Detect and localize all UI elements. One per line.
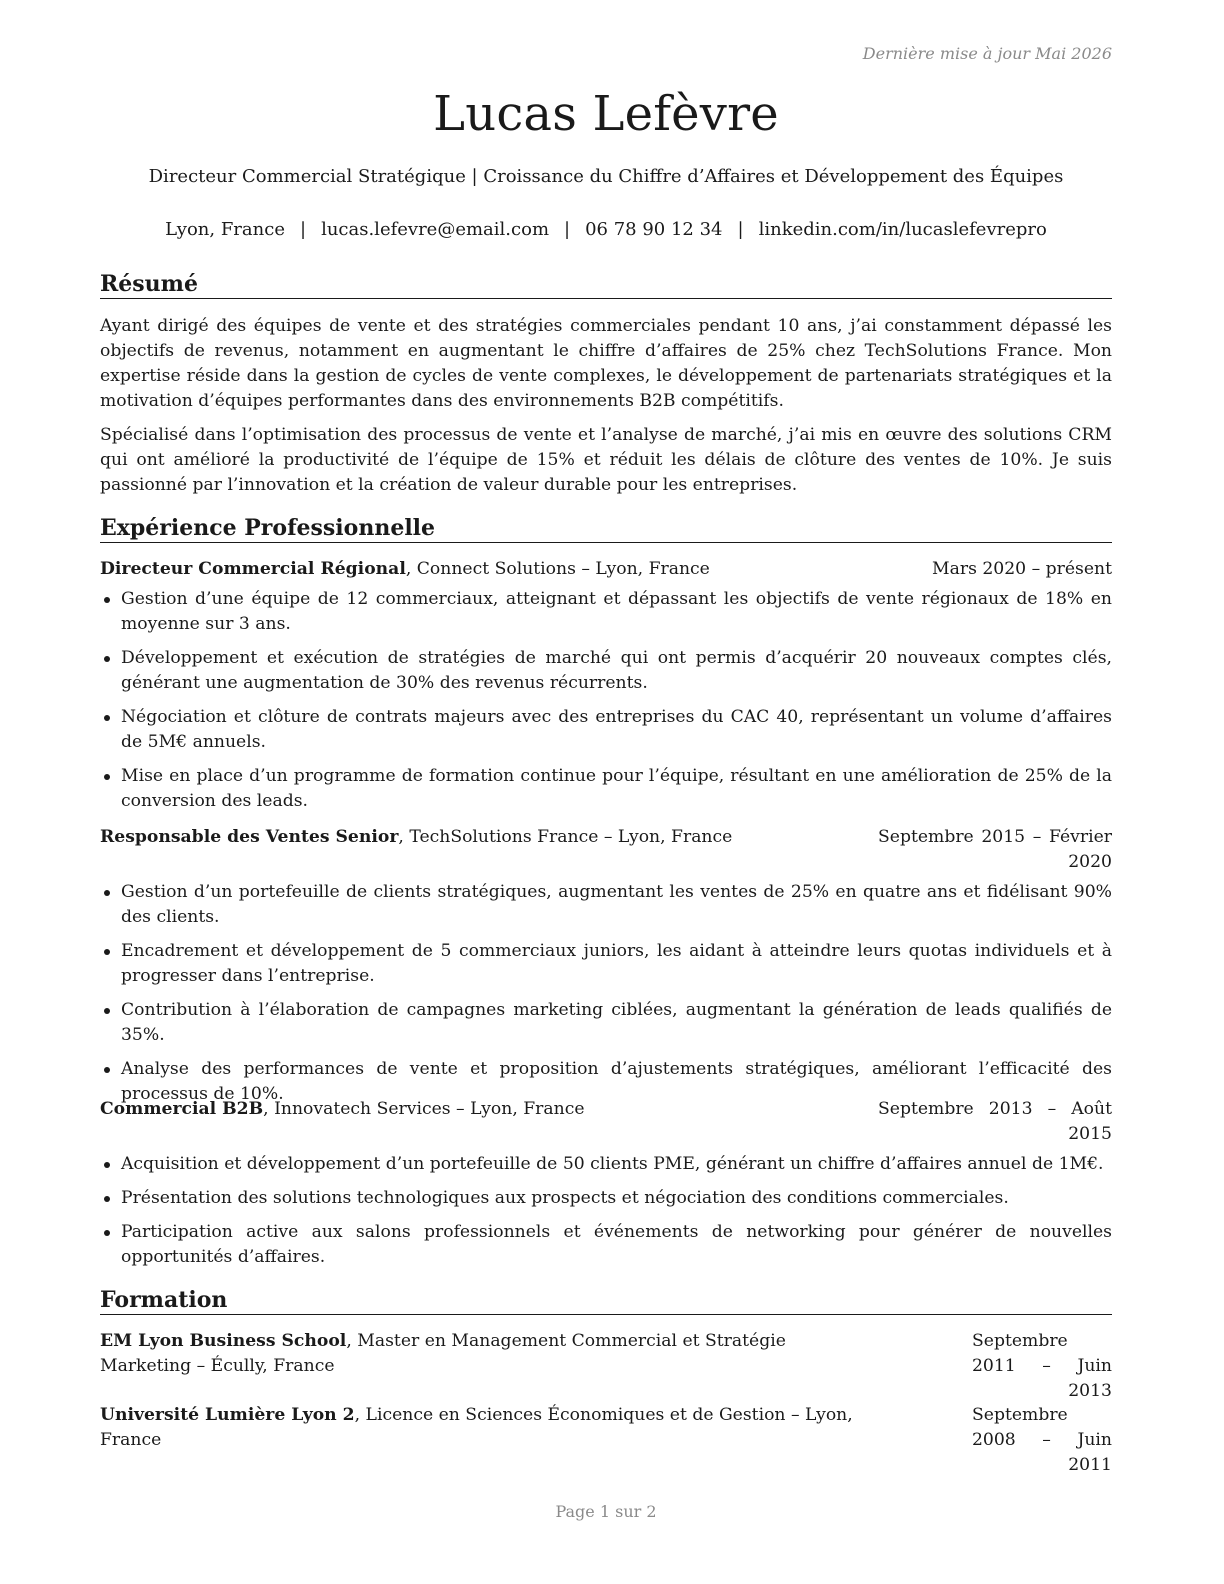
list-item: Contribution à l’élaboration de campagnes marketing ciblées, augmentant la génération de leads qualifiés de 35%. xyxy=(100,998,1112,1048)
list-item: Gestion d’un portefeuille de clients stratégiques, augmentant les ventes de 25% en quatre ans et fidélisant 90% des clients. xyxy=(100,880,1112,930)
list-item: Développement et exécution de stratégies de marché qui ont permis d’acquérir 20 nouveaux comptes clés, générant une augmentation de 30% des revenus récurrents. xyxy=(100,646,1112,696)
list-item: Mise en place d’un programme de formation continue pour l’équipe, résultant en une amélioration de 25% de la conversion des leads. xyxy=(100,764,1112,814)
contact-phone: 06 78 90 12 34 xyxy=(585,219,723,240)
resume-page xyxy=(100,0,1112,1584)
contact-separator: | xyxy=(564,219,571,240)
job-role: Directeur Commercial Régional xyxy=(100,559,406,579)
summary-paragraph-2: Spécialisé dans l’optimisation des processus de vente et l’analyse de marché, j’ai mis en œuvre des solutions CRM qui ont amélioré la productivité de l’équipe de 15% et réduit les délais de clôture des ventes de 10%. Je suis passionné par l’innovation et la création de valeur durable pour les entreprises. xyxy=(100,425,1112,495)
summary-paragraph-1: Ayant dirigé des équipes de vente et des stratégies commerciales pendant 10 ans, j’ai constamment dépassé les objectifs de revenus, notamment en augmentant le chiffre d’affaires de 25% chez TechSolutions France. Mon expertise réside dans la gestion de cycles de vente complexes, le développement de partenariats stratégiques et la motivation d’équipes performantes dans des environnements B2B compétitifs. xyxy=(100,316,1112,411)
education-line xyxy=(100,1329,878,1379)
job-dates: Septembre 2013 – Août 2015 xyxy=(878,1099,1112,1144)
list-item: Participation active aux salons professionnels et événements de networking pour générer de nouvelles opportunités d’affaires. xyxy=(100,1220,1112,1270)
education-details: , Master en Management Commercial et Stratégie Marketing – Écully, France xyxy=(100,1331,786,1376)
job-dates: Mars 2020 – présent xyxy=(932,559,1112,579)
tagline: Directeur Commercial Stratégique | Croissance du Chiffre d’Affaires et Développement des Équipes xyxy=(148,166,1064,187)
candidate-name: Lucas Lefèvre xyxy=(433,86,779,142)
education-details: , Licence en Sciences Économiques et de Gestion – Lyon, France xyxy=(100,1405,853,1450)
job-bullets xyxy=(100,880,1112,1116)
contact-line xyxy=(100,219,1112,240)
section-title-summary: Résumé xyxy=(100,270,1112,299)
job-role: Responsable des Ventes Senior xyxy=(100,827,399,847)
list-item: Analyse des performances de vente et proposition d’ajustements stratégiques, améliorant l’efficacité des processus de 10%. xyxy=(100,1057,1112,1107)
education-school: EM Lyon Business School xyxy=(100,1331,347,1351)
job-org: , Connect Solutions – Lyon, France xyxy=(405,559,710,579)
section-title-experience: Expérience Professionnelle xyxy=(100,514,1112,543)
job-role: Commercial B2B xyxy=(100,1099,264,1119)
list-item: Présentation des solutions technologiques aux prospects et négociation des conditions commerciales. xyxy=(100,1186,1112,1211)
list-item: Négociation et clôture de contrats majeurs avec des entreprises du CAC 40, représentant un volume d’affaires de 5M€ annuels. xyxy=(100,705,1112,755)
contact-location: Lyon, France xyxy=(165,219,285,240)
education-dates: Septembre 2011 – Juin 2013 xyxy=(972,1331,1112,1401)
job-bullets xyxy=(100,587,1112,823)
job-title-line xyxy=(100,1097,585,1122)
contact-linkedin[interactable]: linkedin.com/in/lucaslefevrepro xyxy=(758,219,1047,240)
job-dates: Septembre 2015 – Février 2020 xyxy=(878,827,1112,872)
contact-separator: | xyxy=(299,219,307,240)
job-bullets xyxy=(100,1152,1112,1279)
list-item: Gestion d’une équipe de 12 commerciaux, atteignant et dépassant les objectifs de vente régionaux de 18% en moyenne sur 3 ans. xyxy=(100,587,1112,637)
job-title-line xyxy=(100,825,732,850)
education-line xyxy=(100,1403,878,1453)
job-org: , Innovatech Services – Lyon, France xyxy=(263,1099,585,1119)
page-number: Page 1 sur 2 xyxy=(555,1502,657,1521)
last-updated: Dernière mise à jour Mai 2026 xyxy=(862,44,1112,63)
list-item: Acquisition et développement d’un portefeuille de 50 clients PME, générant un chiffre d’affaires annuel de 1M€. xyxy=(100,1152,1112,1177)
contact-separator: | xyxy=(737,219,744,240)
education-dates: Septembre 2008 – Juin 2011 xyxy=(972,1405,1112,1475)
list-item: Encadrement et développement de 5 commerciaux juniors, les aidant à atteindre leurs quotas individuels et à progresser dans l’entreprise. xyxy=(100,939,1112,989)
job-org: , TechSolutions France – Lyon, France xyxy=(398,827,733,847)
education-school: Université Lumière Lyon 2 xyxy=(100,1405,355,1425)
job-title-line xyxy=(100,557,710,582)
contact-email[interactable]: lucas.lefevre@email.com xyxy=(321,219,550,240)
section-title-education: Formation xyxy=(100,1286,1112,1315)
